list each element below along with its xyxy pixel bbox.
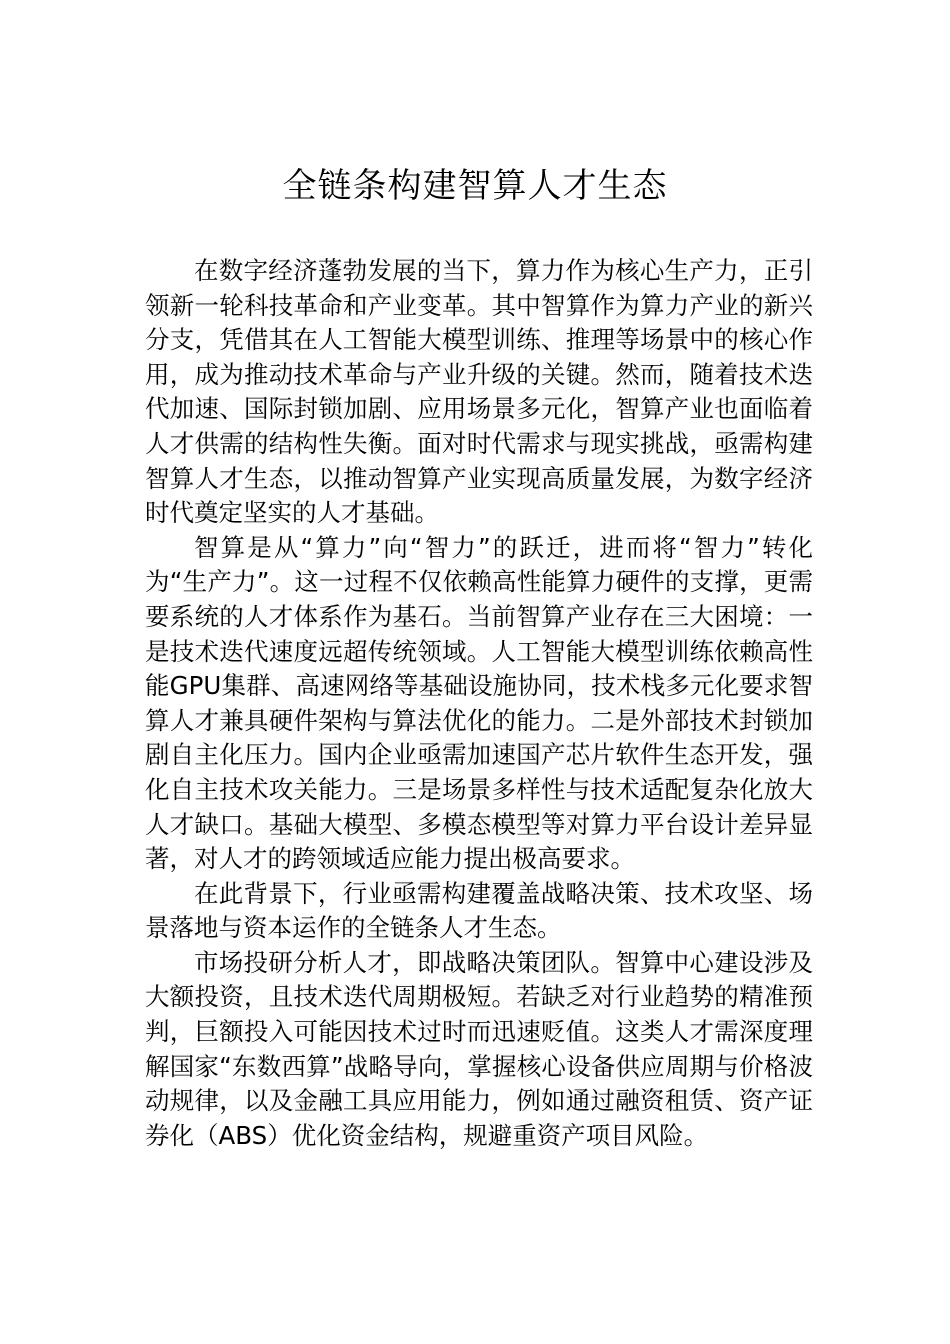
- paragraph-context: 在此背景下，行业亟需构建覆盖战略决策、技术攻坚、场景落地与资本运作的全链条人才生态。: [145, 878, 813, 943]
- document-title: 全链条构建智算人才生态: [282, 166, 668, 206]
- paragraph-market-research-talent: 市场投研分析人才，即战略决策团队。智算中心建设涉及大额投资，且技术迭代周期极短。若缺乏对行业趋势的精准预判，巨额投入可能因技术过时而迅速贬值。这类人才需深度理解国家“东数西算”战略导向，掌握核心设备供应周期与价格波动规律，以及金融工具应用能力，例如通过融资租赁、资产证券化（ABS）优化资金结构，规避重资产项目风险。: [145, 947, 813, 1150]
- document-body: [145, 254, 813, 1153]
- paragraph-intro: 在数字经济蓬勃发展的当下，算力作为核心生产力，正引领新一轮科技革命和产业变革。其中智算作为算力产业的新兴分支，凭借其在人工智能大模型训练、推理等场景中的核心作用，成为推动技术革命与产业升级的关键。然而，随着技术迭代加速、国际封锁加剧、应用场景多元化，智算产业也面临着人才供需的结构性失衡。面对时代需求与现实挑战，亟需构建智算人才生态，以推动智算产业实现高质量发展，为数字经济时代奠定坚实的人才基础。: [145, 256, 813, 528]
- paragraph-challenges: 智算是从“算力”向“智力”的跃迁，进而将“智力”转化为“生产力”。这一过程不仅依赖高性能算力硬件的支撑，更需要系统的人才体系作为基石。当前智算产业存在三大困境：一是技术迭代速度远超传统领域。人工智能大模型训练依赖高性能GPU集群、高速网络等基础设施协同，技术栈多元化要求智算人才兼具硬件架构与算法优化的能力。二是外部技术封锁加剧自主化压力。国内企业亟需加速国产芯片软件生态开发，强化自主技术攻关能力。三是场景多样性与技术适配复杂化放大人才缺口。基础大模型、多模态模型等对算力平台设计差异显著，对人才的跨领域适应能力提出极高要求。: [145, 532, 813, 874]
